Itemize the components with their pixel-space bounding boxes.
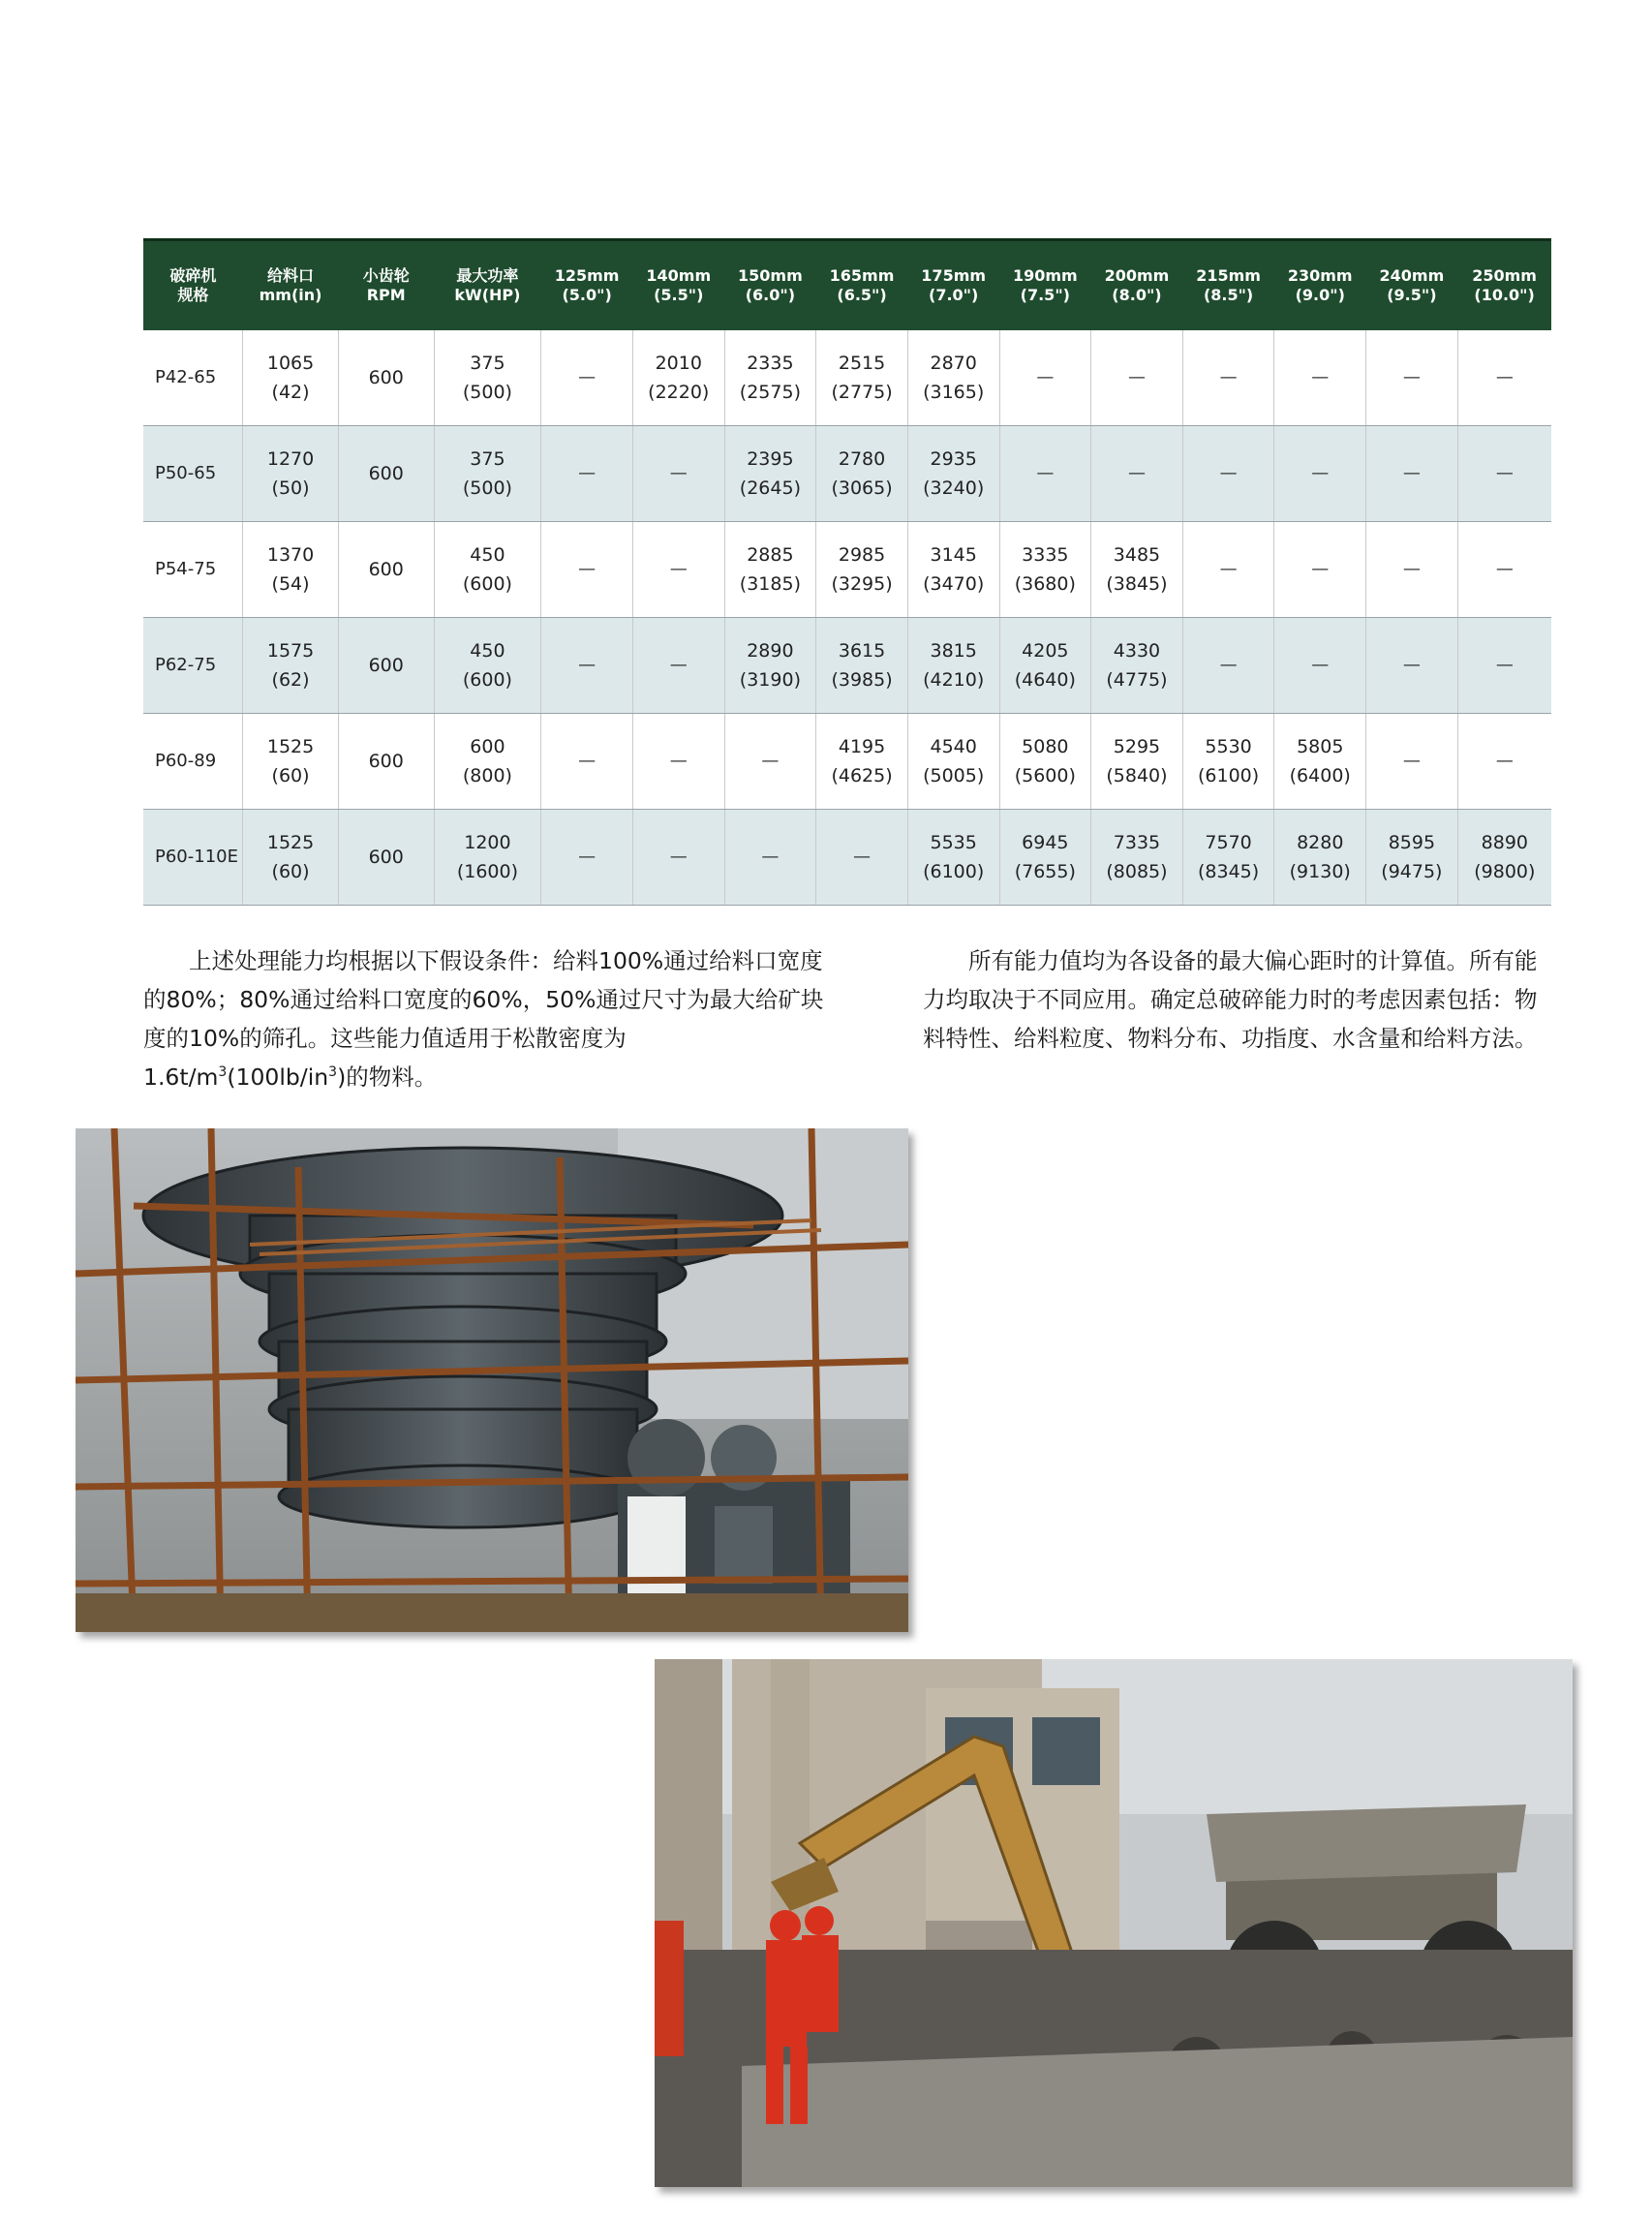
value-cell: — [632, 426, 724, 522]
value-cell: 600 [338, 810, 434, 906]
value-cell: 600 [338, 714, 434, 810]
capacity-note-paragraph: 所有能力值均为各设备的最大偏心距时的计算值。所有能力均取决于不同应用。确定总破碎能力时的考虑因素包括：物料特性、给料粒度、物料分布、功指度、水含量和给料方法。 [923, 947, 1538, 1052]
value-cell: 4540 (5005) [907, 714, 999, 810]
column-header: 250mm (10.0") [1457, 240, 1551, 331]
table-header-row [143, 240, 1551, 331]
value-cell: 600 [338, 618, 434, 714]
value-cell: 5295 (5840) [1091, 714, 1183, 810]
column-header: 240mm (9.5") [1366, 240, 1458, 331]
value-cell: — [541, 618, 633, 714]
model-cell: P42-65 [143, 330, 243, 426]
value-cell: 2010 (2220) [632, 330, 724, 426]
value-cell: — [1091, 426, 1183, 522]
model-cell: P54-75 [143, 522, 243, 618]
excavator-haul-truck-photo [655, 1659, 1573, 2187]
value-cell: 4205 (4640) [999, 618, 1091, 714]
value-cell: — [1366, 426, 1458, 522]
value-cell: 7335 (8085) [1091, 810, 1183, 906]
column-header: 200mm (8.0") [1091, 240, 1183, 331]
value-cell: — [1182, 426, 1274, 522]
value-cell: — [1274, 330, 1366, 426]
value-cell: — [1366, 522, 1458, 618]
table-body [143, 330, 1551, 906]
value-cell: 2515 (2775) [816, 330, 908, 426]
value-cell: — [1274, 618, 1366, 714]
value-cell: — [1457, 714, 1551, 810]
value-cell: — [816, 810, 908, 906]
value-cell: 4195 (4625) [816, 714, 908, 810]
value-cell: — [1366, 618, 1458, 714]
value-cell: 2985 (3295) [816, 522, 908, 618]
value-cell: 600 (800) [434, 714, 541, 810]
value-cell: — [1274, 522, 1366, 618]
value-cell: 5080 (5600) [999, 714, 1091, 810]
value-cell: — [632, 810, 724, 906]
value-cell: — [541, 330, 633, 426]
model-cell: P60-89 [143, 714, 243, 810]
column-header: 165mm (6.5") [816, 240, 908, 331]
value-cell: 6945 (7655) [999, 810, 1091, 906]
column-header: 230mm (9.0") [1274, 240, 1366, 331]
value-cell: — [1182, 618, 1274, 714]
value-cell: 1270 (50) [243, 426, 339, 522]
table-row [143, 330, 1551, 426]
value-cell: 5535 (6100) [907, 810, 999, 906]
table-row [143, 714, 1551, 810]
value-cell: 7570 (8345) [1182, 810, 1274, 906]
value-cell: — [999, 426, 1091, 522]
value-cell: 5530 (6100) [1182, 714, 1274, 810]
value-cell: 2780 (3065) [816, 426, 908, 522]
model-cell: P50-65 [143, 426, 243, 522]
value-cell: — [1457, 426, 1551, 522]
value-cell: — [1274, 426, 1366, 522]
value-cell: 375 (500) [434, 330, 541, 426]
value-cell: 2885 (3185) [724, 522, 816, 618]
assumption-paragraph: 上述处理能力均根据以下假设条件：给料100%通过给料口宽度的80%；80%通过给料口宽度的60%，50%通过尺寸为最大给矿块度的10%的筛孔。这些能力值适用于松散密度为$1.6t/m^3(100lb/in^3)$的物料。 [143, 947, 824, 1091]
value-cell: — [541, 810, 633, 906]
value-cell: 2395 (2645) [724, 426, 816, 522]
column-header: 破碎机 规格 [143, 240, 243, 331]
value-cell: 3335 (3680) [999, 522, 1091, 618]
value-cell: 1525 (60) [243, 714, 339, 810]
value-cell: 600 [338, 330, 434, 426]
model-cell: P60-110E [143, 810, 243, 906]
value-cell: 2935 (3240) [907, 426, 999, 522]
column-header: 190mm (7.5") [999, 240, 1091, 331]
column-header: 125mm (5.0") [541, 240, 633, 331]
value-cell: 2335 (2575) [724, 330, 816, 426]
value-cell: 4330 (4775) [1091, 618, 1183, 714]
value-cell: — [1366, 714, 1458, 810]
value-cell: 8595 (9475) [1366, 810, 1458, 906]
value-cell: 600 [338, 426, 434, 522]
value-cell: — [1457, 330, 1551, 426]
value-cell: — [1457, 618, 1551, 714]
value-cell: 1200 (1600) [434, 810, 541, 906]
value-cell: — [632, 618, 724, 714]
value-cell: — [999, 330, 1091, 426]
column-header: 215mm (8.5") [1182, 240, 1274, 331]
value-cell: — [541, 426, 633, 522]
value-cell: 2870 (3165) [907, 330, 999, 426]
column-header: 175mm (7.0") [907, 240, 999, 331]
value-cell: — [1182, 330, 1274, 426]
value-cell: — [632, 714, 724, 810]
value-cell: 1525 (60) [243, 810, 339, 906]
model-cell: P62-75 [143, 618, 243, 714]
value-cell: 450 (600) [434, 522, 541, 618]
table-row [143, 618, 1551, 714]
cone-crusher-scaffolding-photo [76, 1128, 908, 1632]
value-cell: 3615 (3985) [816, 618, 908, 714]
value-cell: — [541, 522, 633, 618]
value-cell: 8280 (9130) [1274, 810, 1366, 906]
value-cell: — [724, 714, 816, 810]
value-cell: 2890 (3190) [724, 618, 816, 714]
value-cell: — [541, 714, 633, 810]
value-cell: 3815 (4210) [907, 618, 999, 714]
column-header: 最大功率 kW(HP) [434, 240, 541, 331]
table-row [143, 426, 1551, 522]
value-cell: 600 [338, 522, 434, 618]
table-row [143, 810, 1551, 906]
value-cell: 1370 (54) [243, 522, 339, 618]
value-cell: 1065 (42) [243, 330, 339, 426]
value-cell: 1575 (62) [243, 618, 339, 714]
table-row [143, 522, 1551, 618]
value-cell: — [1182, 522, 1274, 618]
value-cell: 375 (500) [434, 426, 541, 522]
column-header: 140mm (5.5") [632, 240, 724, 331]
value-cell: — [1457, 522, 1551, 618]
capacity-table [143, 238, 1551, 906]
column-header: 小齿轮 RPM [338, 240, 434, 331]
column-header: 给料口 mm(in) [243, 240, 339, 331]
value-cell: 3145 (3470) [907, 522, 999, 618]
value-cell: — [1091, 330, 1183, 426]
value-cell: — [724, 810, 816, 906]
value-cell: 450 (600) [434, 618, 541, 714]
value-cell: 5805 (6400) [1274, 714, 1366, 810]
value-cell: — [632, 522, 724, 618]
value-cell: 3485 (3845) [1091, 522, 1183, 618]
column-header: 150mm (6.0") [724, 240, 816, 331]
value-cell: — [1366, 330, 1458, 426]
value-cell: 8890 (9800) [1457, 810, 1551, 906]
